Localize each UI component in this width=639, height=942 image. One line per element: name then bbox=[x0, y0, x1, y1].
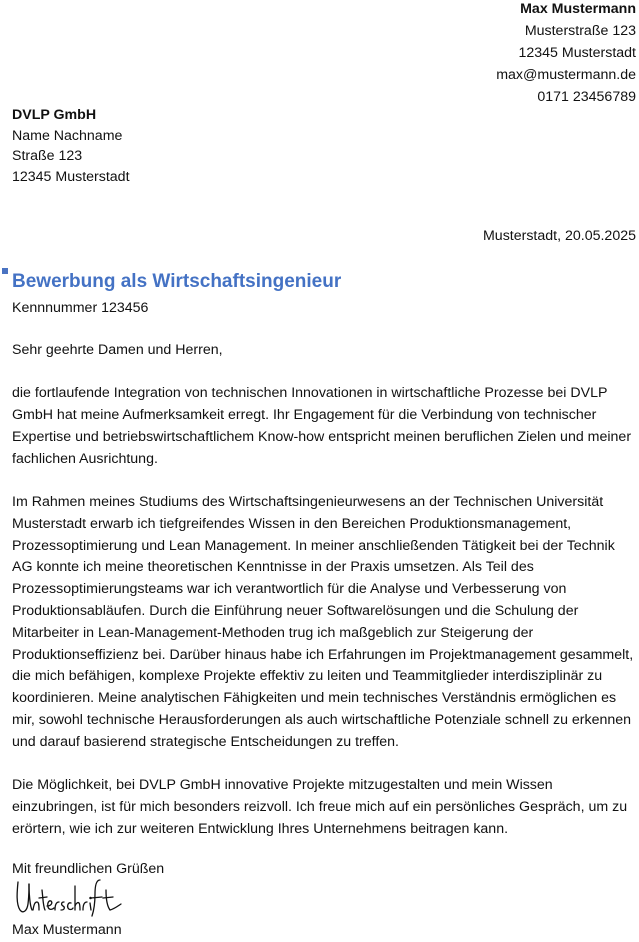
sender-email: max@mustermann.de bbox=[496, 67, 636, 83]
sender-city: 12345 Musterstadt bbox=[518, 45, 636, 61]
handwritten-signature bbox=[14, 876, 134, 918]
letter-body bbox=[12, 340, 637, 862]
sender-street: Musterstraße 123 bbox=[524, 23, 636, 39]
paragraph-intro: die fortlaufende Integration von technischen Innovationen in wirtschaftliche Prozesse bei DVLP GmbH hat meine Aufmerksamkeit erregt. Ihr Engagement für die Verbindung von technischer Expertise und betriebswirtschaftlichem Know-how entspricht meinen beruflichen Zielen und meiner fachlichen Ausrichtung. bbox=[12, 385, 632, 467]
paragraph-motivation: Die Möglichkeit, bei DVLP GmbH innovative Projekte mitzugestalten und mein Wissen einzubringen, ist für mich besonders reizvoll. Ich freue mich auf ein persönliches Gespräch, um zu erörtern, wie ich zur weiteren Entwicklung Ihres Unternehmens beitragen kann. bbox=[12, 777, 628, 837]
recipient-city: 12345 Musterstadt bbox=[12, 168, 130, 185]
recipient-block bbox=[12, 105, 130, 187]
letter-date: Musterstadt, 20.05.2025 bbox=[482, 228, 636, 244]
sender-block bbox=[496, 0, 636, 108]
sender-phone: 0171 23456789 bbox=[537, 89, 636, 105]
paragraph-experience: Im Rahmen meines Studiums des Wirtschaftsingenieurwesens an der Technischen Universität Musterstadt erwarb ich tiefgreifendes Wissen in den Bereichen Produktionsmanagement, Prozessoptimierung und Lean Management. In meiner anschließenden Tätigkeit bei der Technik AG konnte ich meine theoretischen Kenntnisse in der Praxis umsetzen. Als Teil des Prozessoptimierungsteams war ich verantwortlich für die Analyse und Verbesserung von Produktionsabläufen. Durch die Einführung neuer Softwarelösungen und die Schulung der Mitarbeiter in Lean-Management-Methoden trug ich maßgeblich zur Steigerung der Produktionseffizienz bei. Darüber hinaus habe ich Erfahrungen im Projektmanagement gesammelt, die mich befähigen, komplexe Projekte effektiv zu leiten und Teammitglieder interdisziplinär zu koordinieren. Meine analytischen Fähigkeiten und mein technisches Verständnis ermöglichen es mir, sowohl technische Herausforderungen als auch wirtschaftliche Potenziale schnell zu erkennen und darauf basierend strategische Entscheidungen zu treffen. bbox=[12, 493, 634, 750]
reference-number: Kennnummer 123456 bbox=[12, 300, 149, 316]
recipient-contact: Name Nachname bbox=[12, 127, 123, 144]
letter-subject: Bewerbung als Wirtschaftsingenieur bbox=[12, 271, 342, 292]
recipient-company: DVLP GmbH bbox=[12, 107, 97, 123]
subject-marker bbox=[2, 268, 8, 274]
recipient-street: Straße 123 bbox=[12, 148, 83, 164]
sender-name: Max Mustermann bbox=[520, 1, 636, 17]
signer-name: Max Mustermann bbox=[12, 922, 122, 938]
salutation: Sehr geehrte Damen und Herren, bbox=[12, 342, 223, 358]
closing: Mit freundlichen Grüßen bbox=[12, 861, 165, 877]
